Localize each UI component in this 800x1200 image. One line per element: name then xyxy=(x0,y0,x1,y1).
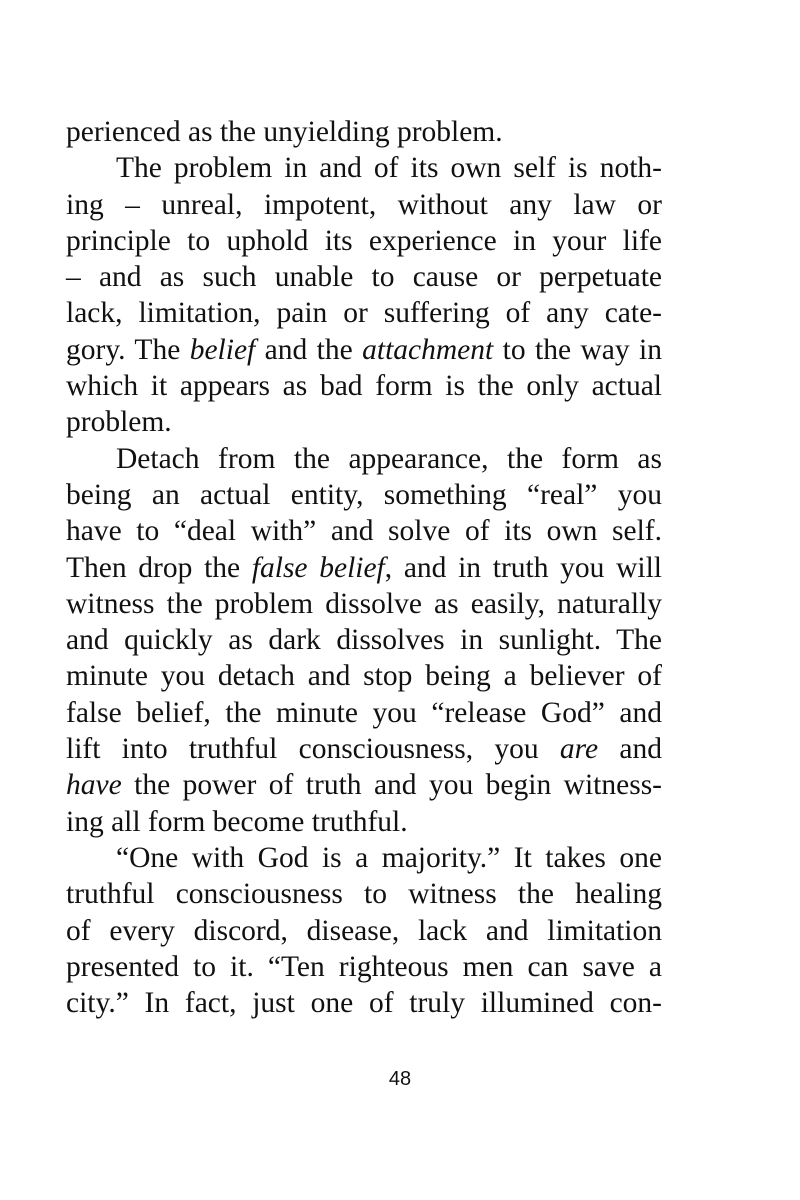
text-segment: the power of truth and you begin witness- xyxy=(121,769,662,802)
page-number: 48 xyxy=(388,1068,412,1090)
text-line xyxy=(66,767,662,803)
text-segment: Then drop the xyxy=(66,551,252,584)
text-line xyxy=(66,550,662,586)
text-line: of every discord, disease, lack and limitation xyxy=(66,914,662,947)
text-line: principle to uphold its experience in your life xyxy=(66,224,662,257)
text-segment: , and in truth you will xyxy=(384,551,662,584)
text-line: have to “deal with” and solve of its own self. xyxy=(66,515,662,548)
italic-text: are xyxy=(559,733,599,766)
text-line: and quickly as dark dissolves in sunlight. The xyxy=(66,624,662,657)
text-line: witness the problem dissolve as easily, naturally xyxy=(66,587,662,620)
text-line: ing all form become truthful. xyxy=(66,805,408,838)
text-segment: lift into truthful consciousness, you xyxy=(66,733,560,766)
text-line: false belief, the minute you “release God” and xyxy=(66,696,662,729)
text-line xyxy=(66,731,662,767)
text-line: The problem in and of its own self is noth- xyxy=(116,152,662,185)
text-line: ing – unreal, impotent, without any law or xyxy=(66,188,662,221)
text-line: truthful consciousness to witness the healing xyxy=(66,878,662,911)
text-line: which it appears as bad form is the only actual xyxy=(66,370,662,403)
body-text xyxy=(66,114,662,1021)
text-segment: to the way in xyxy=(493,333,662,366)
text-segment: and the xyxy=(255,333,363,366)
text-line: presented to it. “Ten righteous men can save a xyxy=(66,950,662,983)
text-line: lack, limitation, pain or suffering of any cate- xyxy=(66,297,662,330)
italic-text: have xyxy=(66,769,122,802)
text-line: problem. xyxy=(66,406,172,439)
italic-text: attachment xyxy=(362,333,494,366)
text-line: perienced as the unyielding problem. xyxy=(66,116,503,148)
text-line: city.” In fact, just one of truly illumined con- xyxy=(66,987,662,1020)
italic-text: belief xyxy=(189,333,256,366)
text-segment: gory. The xyxy=(66,333,190,366)
text-line: Detach from the appearance, the form as xyxy=(116,442,662,475)
text-line: minute you detach and stop being a believer of xyxy=(66,660,662,693)
text-line: being an actual entity, something “real” you xyxy=(66,478,662,511)
text-line xyxy=(66,332,662,368)
text-line: – and as such unable to cause or perpetuate xyxy=(66,261,662,294)
text-segment: and xyxy=(598,733,663,766)
italic-text: false belief xyxy=(251,551,385,584)
text-line: “One with God is a majority.” It takes one xyxy=(116,841,662,874)
